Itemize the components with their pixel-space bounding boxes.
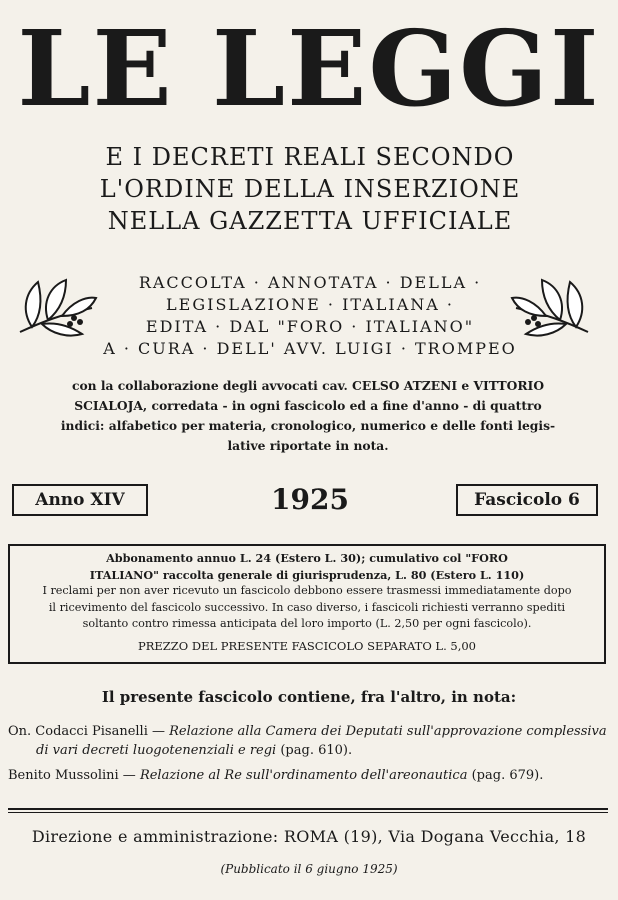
contents-heading: Il presente fascicolo contiene, fra l'altro, in nota: <box>101 688 517 706</box>
masthead-title: LE LEGGI <box>17 7 601 130</box>
entry-dash: — <box>147 724 170 739</box>
entry-title-line-1: Relazione alla Camera dei Deputati sull'approvazione complessiva <box>169 724 607 739</box>
raccolta-line-3: EDITA · DAL "FORO · ITALIANO" <box>145 317 475 336</box>
entry-title-line-2: di vari decreti luogotenenziali e regi <box>36 743 277 758</box>
subscription-notice-3: soltanto contro rimessa anticipata del loro importo (L. 2,50 per ogni fascicolo). <box>82 617 532 630</box>
collaboration-line-4: lative riportate in nota. <box>227 438 389 453</box>
leaf-branch-icon <box>12 272 98 342</box>
subscription-price: PREZZO DEL PRESENTE FASCICOLO SEPARATO L. 5,00 <box>138 638 476 653</box>
subtitle-line-3: NELLA GAZZETTA UFFICIALE <box>107 207 513 235</box>
subscription-header-2: ITALIANO" raccolta generale di giurisprudenza, L. 80 (Estero L. 110) <box>89 567 525 582</box>
subscription-box <box>8 544 606 664</box>
entry-author: On. Codacci Pisanelli <box>8 724 148 739</box>
contents-entry-1 <box>8 722 608 760</box>
footer-rule-top <box>8 808 608 810</box>
contents-entry-2 <box>8 766 608 785</box>
entry-author: Benito Mussolini <box>8 768 119 783</box>
raccolta-line-1: RACCOLTA · ANNOTATA · DELLA · <box>138 273 482 292</box>
published-date: (Pubblicato il 6 giugno 1925) <box>220 862 398 876</box>
raccolta-line-2: LEGISLAZIONE · ITALIANA · <box>166 295 454 314</box>
subscription-header-1: Abbonamento annuo L. 24 (Estero L. 30); cumulativo col "FORO <box>106 551 508 565</box>
subscription-notice-2: il ricevimento del fascicolo successivo. In caso diverso, i fascicoli richiesti verranno spediti <box>48 600 566 614</box>
entry-dash: — <box>118 768 140 783</box>
collaboration-line-3: indici: alfabetico per materia, cronologico, numerico e delle fonti legis- <box>60 418 556 433</box>
leaf-branch-icon <box>510 272 596 342</box>
entry-page: (pag. 679). <box>467 768 544 783</box>
anno-box: Anno XIV <box>12 484 148 516</box>
collaboration-line-1: con la collaborazione degli avvocati cav. CELSO ATZENI e VITTORIO <box>71 378 545 393</box>
entry-title-line-1: Relazione al Re sull'ordinamento dell'areonautica <box>139 768 468 783</box>
issue-year: 1925 <box>271 483 349 516</box>
subtitle-line-1: E I DECRETI REALI SECONDO <box>105 143 515 171</box>
raccolta-line-4: A · CURA · DELL' AVV. LUIGI · TROMPEO <box>103 339 517 358</box>
collaboration-line-2: SCIALOJA, corredata - in ogni fascicolo ed a fine d'anno - di quattro <box>74 398 542 413</box>
entry-page: (pag. 610). <box>276 743 353 758</box>
subscription-notice-1: I reclami per non aver ricevuto un fascicolo debbono essere trasmessi immediatamente dopo <box>42 584 572 597</box>
fascicolo-box: Fascicolo 6 <box>456 484 598 516</box>
footer-rule-bottom <box>8 812 608 813</box>
direzione-line: Direzione e amministrazione: ROMA (19), Via Dogana Vecchia, 18 <box>31 827 587 846</box>
subtitle-line-2: L'ORDINE DELLA INSERZIONE <box>99 175 521 203</box>
